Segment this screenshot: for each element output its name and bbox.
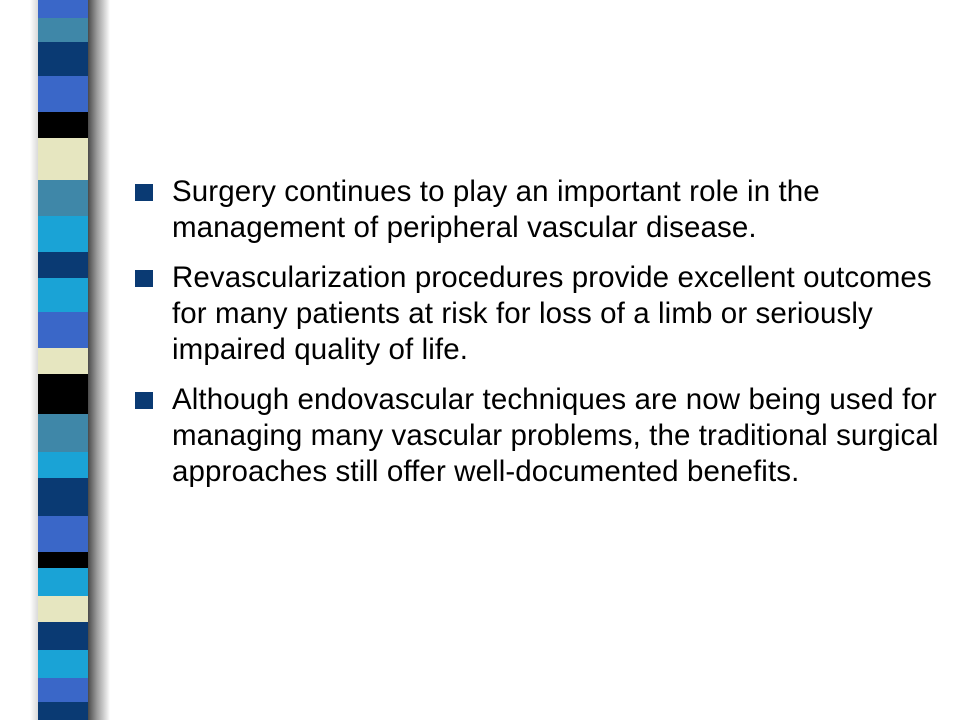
bullet-list bbox=[133, 174, 943, 504]
color-block bbox=[38, 596, 88, 622]
square-bullet-icon bbox=[135, 184, 153, 201]
square-bullet-icon bbox=[135, 392, 153, 409]
color-block bbox=[38, 76, 88, 112]
color-block bbox=[38, 216, 88, 252]
color-block bbox=[38, 702, 88, 720]
color-block bbox=[38, 348, 88, 374]
color-block bbox=[38, 552, 88, 568]
color-block bbox=[38, 678, 88, 702]
color-block bbox=[38, 252, 88, 278]
bullet-item bbox=[133, 382, 943, 490]
decorative-color-bar bbox=[38, 0, 88, 720]
color-block bbox=[38, 568, 88, 596]
decorative-bar-shadow-left bbox=[30, 0, 38, 720]
color-block bbox=[38, 622, 88, 650]
bullet-item bbox=[133, 260, 943, 368]
color-block bbox=[38, 0, 88, 18]
color-block bbox=[38, 452, 88, 478]
color-block bbox=[38, 312, 88, 348]
bullet-item bbox=[133, 174, 943, 246]
color-block bbox=[38, 414, 88, 452]
color-block bbox=[38, 138, 88, 180]
bullet-text: Surgery continues to play an important role in the management of peripheral vascular disease. bbox=[172, 175, 820, 244]
color-block bbox=[38, 374, 88, 414]
color-block bbox=[38, 478, 88, 516]
color-block bbox=[38, 180, 88, 216]
bullet-text: Although endovascular techniques are now being used for managing many vascular problems, the traditional surgical approaches still offer well-documented benefits. bbox=[172, 383, 939, 488]
decorative-bar-shadow-right bbox=[88, 0, 110, 720]
color-block bbox=[38, 112, 88, 138]
color-block bbox=[38, 18, 88, 42]
color-block bbox=[38, 516, 88, 552]
bullet-text: Revascularization procedures provide excellent outcomes for many patients at risk for loss of a limb or seriously impaired quality of life. bbox=[172, 261, 932, 366]
square-bullet-icon bbox=[135, 270, 153, 287]
color-block bbox=[38, 278, 88, 312]
color-block bbox=[38, 42, 88, 76]
color-block bbox=[38, 650, 88, 678]
